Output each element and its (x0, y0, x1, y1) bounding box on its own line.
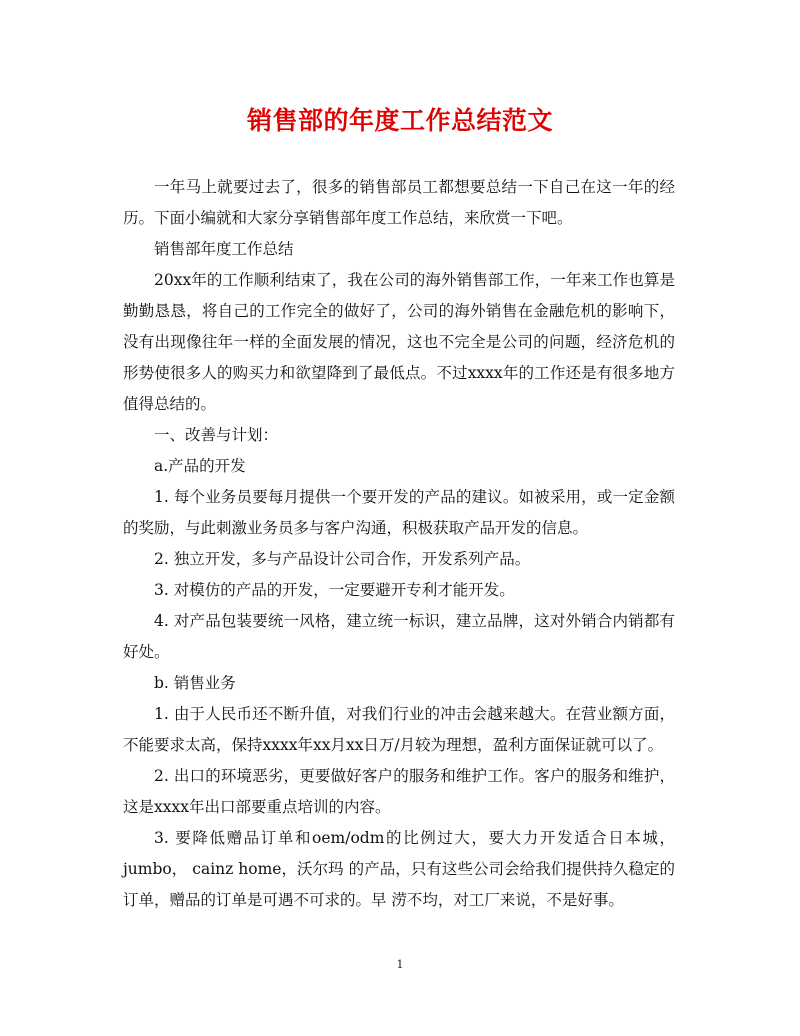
list-item-4: 4. 对产品包装要统一风格，建立统一标识，建立品牌，这对外销合内销都有好处。 (123, 612, 675, 661)
sales-item-1: 1. 由于人民币还不断升值，对我们行业的冲击会越来越大。在营业额方面，不能要求太高，保持xxxx年xx月xx日万/月较为理想，盈利方面保证就可以了。 (123, 705, 675, 754)
improvement-heading: 一、改善与计划： (154, 426, 279, 444)
product-development-heading: a.产品的开发 (154, 457, 246, 475)
sales-item-3: 3. 要降低赠品订单和oem/odm的比例过大，要大力开发适合日本城，jumbo， cainz home，沃尔玛 的产品，只有这些公司会给我们提供持久稳定的订单，赠品的订单是可遇不可求的。早 涝不均，对工厂来说，不是好事。 (123, 829, 675, 909)
list-item-2: 2. 独立开发，多与产品设计公司合作，开发系列产品。 (154, 550, 531, 568)
sales-business-heading: b. 销售业务 (154, 674, 236, 692)
summary-paragraph: 20xx年的工作顺利结束了，我在公司的海外销售部工作，一年来工作也算是勤勤恳恳，将自己的工作完全的做好了，公司的海外销售在金融危机的影响下，没有出现像往年一样的全面发展的情况，这也不完全是公司的问题，经济危机的形势使很多人的购买力和欲望降到了最低点。不过xxxx年的工作还是有很多地方值得总结的。 (123, 271, 675, 413)
intro-paragraph: 一年马上就要过去了，很多的销售部员工都想要总结一下自己在这一年的经历。下面小编就和大家分享销售部年度工作总结，来欣赏一下吧。 (123, 178, 675, 227)
list-item-1: 1. 每个业务员要每月提供一个要开发的产品的建议。如被采用，或一定金额的奖励，与此刺激业务员多与客户沟通，积极获取产品开发的信息。 (123, 488, 675, 537)
sales-item-2: 2. 出口的环境恶劣，更要做好客户的服务和维护工作。客户的服务和维护，这是xxxx年出口部要重点培训的内容。 (123, 767, 675, 816)
page-number: 1 (396, 958, 404, 971)
document-body (123, 172, 675, 916)
section-heading: 销售部年度工作总结 (154, 240, 294, 258)
document-title: 销售部的年度工作总结范文 (246, 106, 553, 135)
list-item-3: 3. 对模仿的产品的开发，一定要避开专利才能开发。 (154, 581, 515, 599)
